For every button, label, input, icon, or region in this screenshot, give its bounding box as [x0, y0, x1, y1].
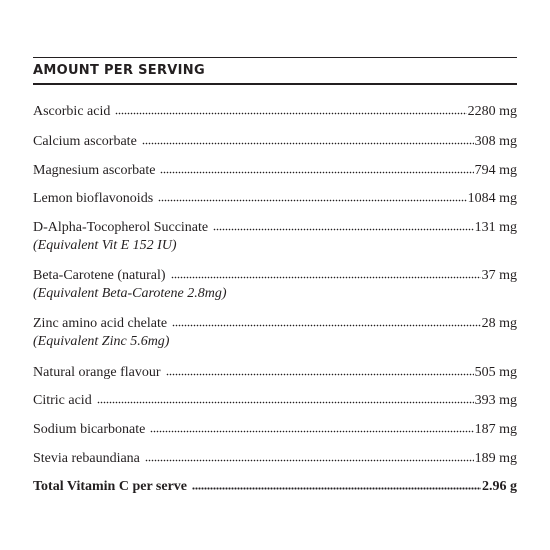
dot-leader — [192, 478, 481, 490]
dot-leader — [115, 103, 466, 115]
ingredient-amount: 308 mg — [474, 134, 517, 149]
dot-leader — [142, 133, 474, 145]
ingredient-row-sodium-bicarbonate — [33, 421, 517, 439]
ingredient-name: Natural orange flavour — [33, 365, 161, 380]
ingredient-amount: 505 mg — [474, 365, 517, 380]
ingredient-name: Ascorbic acid — [33, 104, 111, 119]
ingredient-amount: 28 mg — [481, 316, 517, 331]
dot-leader — [166, 364, 474, 376]
ingredient-amount: 131 mg — [474, 220, 517, 235]
ingredient-row-calcium-ascorbate — [33, 133, 517, 151]
total-row — [33, 478, 517, 496]
ingredient-amount: 393 mg — [474, 393, 517, 408]
ingredient-row-d-alpha-tocopherol — [33, 219, 517, 255]
dot-leader — [150, 421, 473, 433]
ingredient-amount: 794 mg — [474, 163, 517, 178]
dot-leader — [145, 450, 474, 462]
ingredient-row-orange-flavour — [33, 364, 517, 382]
ingredient-amount: 2280 mg — [467, 104, 517, 119]
ingredient-row-stevia — [33, 450, 517, 468]
dot-leader — [172, 315, 481, 327]
ingredient-name: Beta-Carotene (natural) — [33, 268, 166, 283]
heading-rule — [33, 83, 517, 85]
total-amount: 2.96 g — [482, 479, 517, 494]
ingredient-row-beta-carotene — [33, 267, 517, 303]
dot-leader — [158, 190, 466, 202]
ingredient-amount: 37 mg — [481, 268, 517, 283]
ingredient-name: Zinc amino acid chelate — [33, 316, 168, 331]
ingredient-name: Sodium bicarbonate — [33, 422, 146, 437]
ingredient-name: Citric acid — [33, 393, 92, 408]
ingredient-row-lemon-bioflavonoids — [33, 190, 517, 208]
top-rule — [33, 57, 517, 58]
ingredient-row-citric-acid — [33, 392, 517, 410]
ingredient-row-zinc-chelate — [33, 315, 517, 351]
ingredient-name: Stevia rebaundiana — [33, 451, 140, 466]
ingredient-name: Calcium ascorbate — [33, 134, 137, 149]
ingredient-note: (Equivalent Vit E 152 IU) — [33, 238, 177, 253]
ingredient-row-magnesium-ascorbate — [33, 162, 517, 180]
dot-leader — [213, 219, 473, 231]
ingredient-amount: 189 mg — [474, 451, 517, 466]
ingredient-name: Lemon bioflavonoids — [33, 191, 154, 206]
ingredient-note: (Equivalent Zinc 5.6mg) — [33, 334, 170, 349]
ingredient-amount: 187 mg — [474, 422, 517, 437]
dot-leader — [171, 267, 481, 279]
ingredient-name: Magnesium ascorbate — [33, 163, 156, 178]
ingredient-row-ascorbic-acid — [33, 103, 517, 121]
dot-leader — [160, 162, 473, 174]
nutrition-panel — [33, 0, 517, 550]
ingredient-note: (Equivalent Beta-Carotene 2.8mg) — [33, 286, 227, 301]
dot-leader — [97, 392, 474, 404]
total-name: Total Vitamin C per serve — [33, 479, 187, 494]
ingredient-name: D-Alpha-Tocopherol Succinate — [33, 220, 209, 235]
panel-heading: AMOUNT PER SERVING — [33, 63, 205, 78]
ingredient-amount: 1084 mg — [467, 191, 517, 206]
